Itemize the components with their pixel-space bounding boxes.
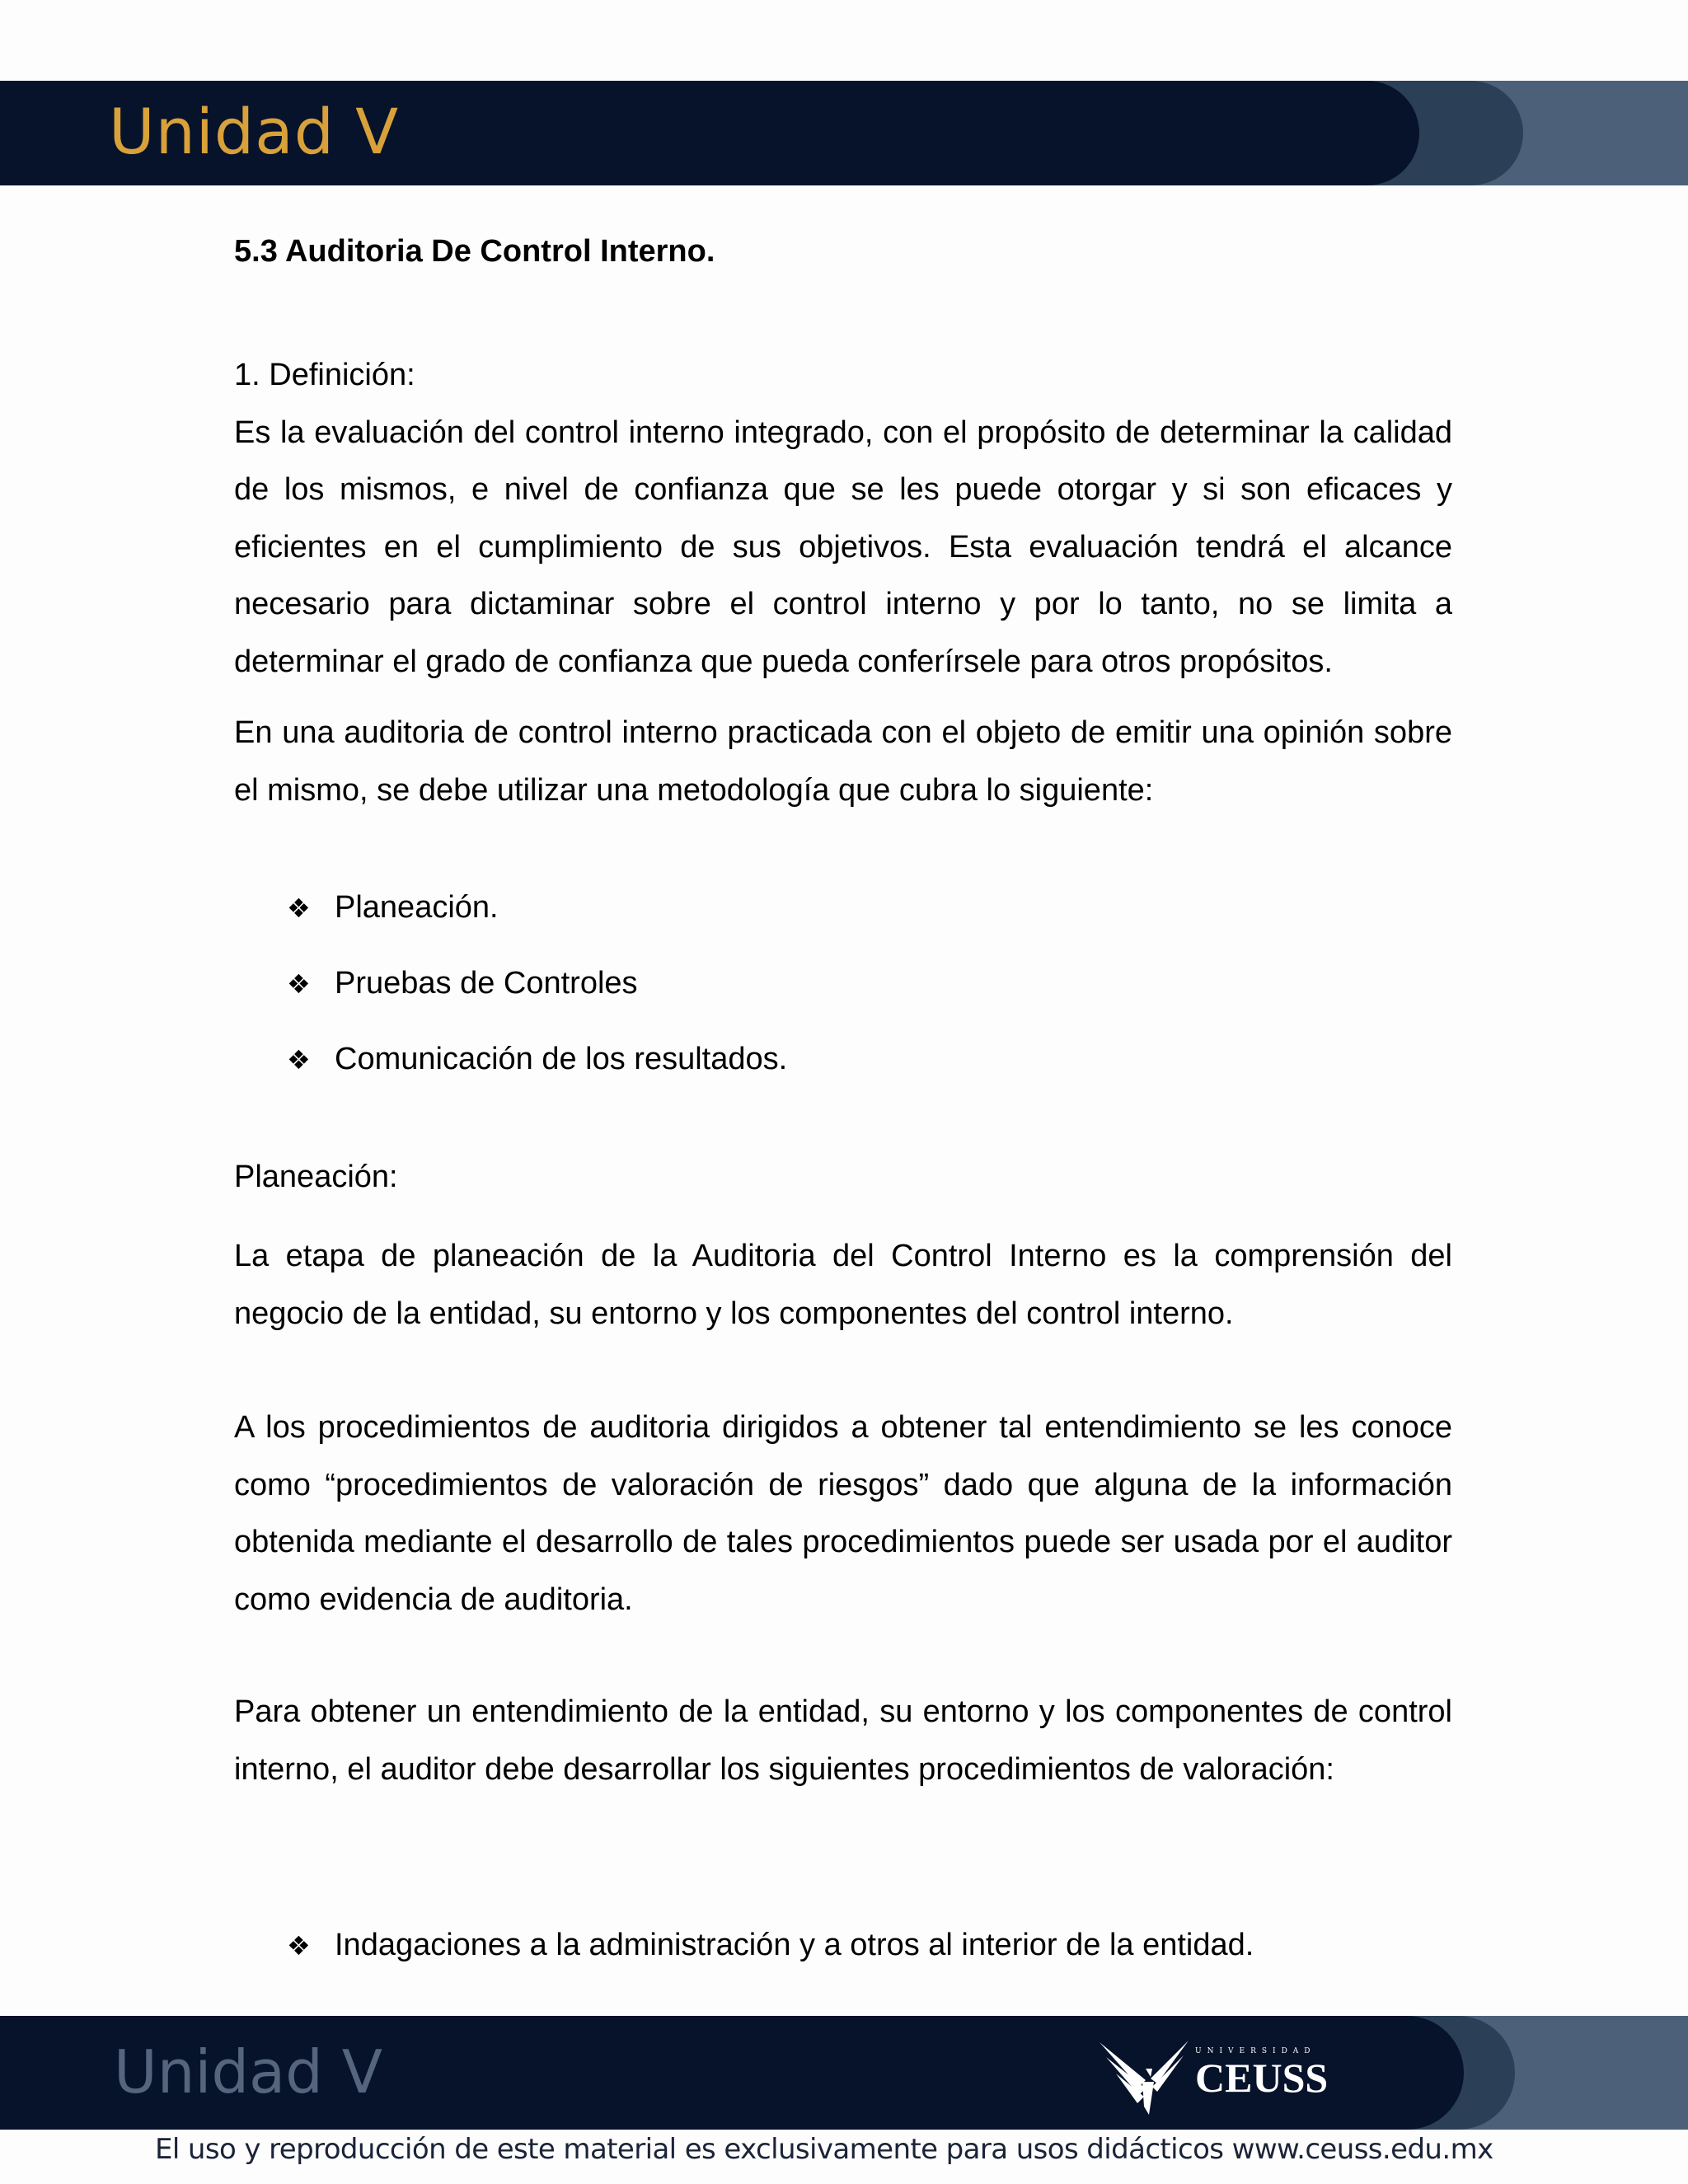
list-item-text: Indagaciones a la administración y a otros al interior de la entidad.	[335, 1928, 1254, 1962]
methodology-paragraph: En una auditoria de control interno practicada con el objeto de emitir una opinión sobre el mismo, se debe utilizar una metodología que cubra lo siguiente:	[234, 715, 1452, 808]
section-heading: 5.3 Auditoria De Control Interno.	[234, 234, 715, 269]
list-item-text: Pruebas de Controles	[335, 966, 638, 1001]
footer-title: Unidad V	[114, 2037, 383, 2107]
list-item	[287, 1924, 1254, 1966]
ceuss-eagle-logo-icon	[1098, 2036, 1193, 2118]
planeacion-label: Planeación:	[234, 1160, 398, 1194]
header-title: Unidad V	[109, 95, 400, 168]
diamond-bullet-icon: ❖	[287, 968, 311, 1000]
planeacion-paragraph-2	[234, 1399, 1452, 1629]
planeacion-paragraph-3	[234, 1684, 1452, 1798]
definition-label: 1. Definición:	[234, 358, 415, 392]
list-item	[287, 887, 499, 929]
definition-paragraph: Es la evaluación del control interno integrado, con el propósito de determinar la calidad de los mismos, e nivel de confianza que se les puede otorgar y si son eficaces y eficientes en el cumplimiento de sus objetivos. Esta evaluación tendrá el alcance necesario para dictaminar sobre el control interno y por lo tanto, no se limita a determinar el grado de confianza que pueda conferírsele para otros propósitos.	[234, 415, 1452, 679]
list-item-text: Comunicación de los resultados.	[335, 1042, 788, 1076]
diamond-bullet-icon: ❖	[287, 1044, 311, 1076]
definition-block	[234, 347, 1452, 691]
diamond-bullet-icon: ❖	[287, 893, 311, 924]
planeacion-text-1: La etapa de planeación de la Auditoria del Control Interno es la comprensión del negocio de la entidad, su entorno y los componentes del control interno.	[234, 1239, 1452, 1331]
logo-wordmark: CEUSS	[1195, 2055, 1329, 2101]
diamond-bullet-icon: ❖	[287, 1930, 311, 1961]
footer-disclaimer: El uso y reproducción de este material es exclusivamente para usos didácticos www.ceuss.edu.mx	[155, 2133, 1493, 2166]
planeacion-text-2: A los procedimientos de auditoria dirigidos a obtener tal entendimiento se les conoce como “procedimientos de valoración de riesgos” dado que alguna de la información obtenida mediante el desarrollo de tales procedimientos puede ser usada por el auditor como evidencia de auditoria.	[234, 1410, 1452, 1617]
logo-subtitle: UNIVERSIDAD	[1195, 2047, 1316, 2055]
methodology-block	[234, 705, 1452, 819]
list-item-text: Planeación.	[335, 890, 499, 925]
list-item	[287, 1038, 787, 1080]
planeacion-paragraph-1	[234, 1228, 1452, 1343]
list-item	[287, 963, 638, 1005]
planeacion-text-3: Para obtener un entendimiento de la entidad, su entorno y los componentes de control interno, el auditor debe desarrollar los siguientes procedimientos de valoración:	[234, 1694, 1452, 1787]
